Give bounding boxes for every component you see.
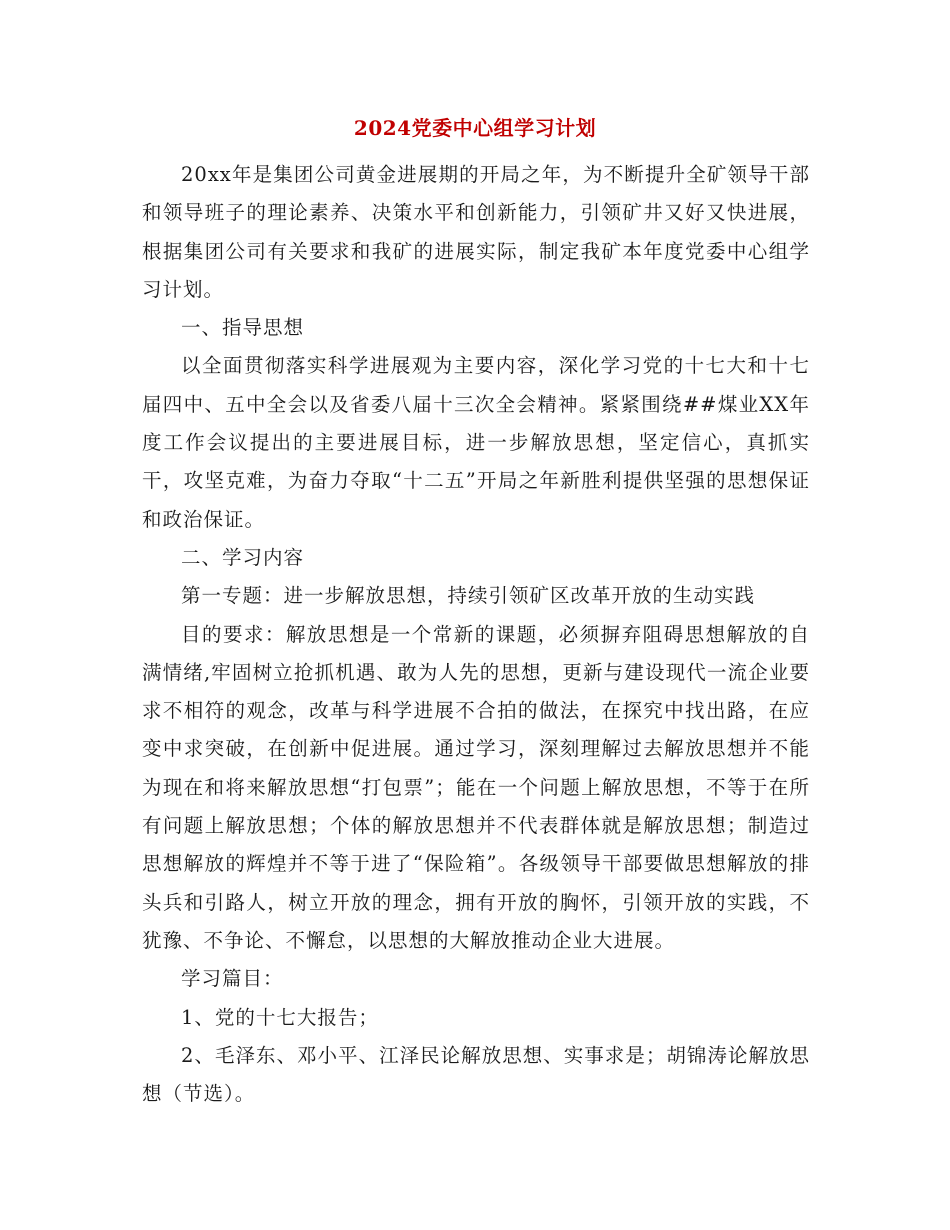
document-body (142, 156, 810, 1113)
paragraph-guiding-thought: 以全面贯彻落实科学进展观为主要内容，深化学习党的十七大和十七届四中、五中全会以及省委八届十三次全会精神。紧紧围绕##煤业XX年度工作会议提出的主要进展目标，进一步解放思想，坚定信心，真抓实干，攻坚克难，为奋力夺取“十二五”开局之年新胜利提供坚强的思想保证和政治保证。 (142, 354, 810, 531)
document-title: 2024党委中心组学习计划 (353, 116, 597, 140)
paragraph-objectives: 目的要求：解放思想是一个常新的课题，必须摒弃阻碍思想解放的自满情绪,牢固树立抢抓机遇、敢为人先的思想，更新与建设现代一流企业要求不相符的观念，改革与科学进展不合拍的做法，在探究中找出路，在应变中求突破，在创新中促进展。通过学习，深刻理解过去解放思想并不能为现在和将来解放思想“打包票”；能在一个问题上解放思想，不等于在所有问题上解放思想；个体的解放思想并不代表群体就是解放思想；制造过思想解放的辉煌并不等于进了“保险箱”。各级领导干部要做思想解放的排头兵和引路人，树立开放的理念，拥有开放的胸怀，引领开放的实践，不犹豫、不争论、不懈怠，以思想的大解放推动企业大进展。 (142, 622, 810, 952)
paragraph-intro: 20xx年是集团公司黄金进展期的开局之年，为不断提升全矿领导干部和领导班子的理论素养、决策水平和创新能力，引领矿井又好又快进展，根据集团公司有关要求和我矿的进展实际，制定我矿本年度党委中心组学习计划。 (142, 163, 810, 301)
section-heading-guiding-thought: 一、指导思想 (181, 316, 305, 340)
topic-heading-first: 第一专题：进一步解放思想，持续引领矿区改革开放的生动实践 (181, 584, 756, 608)
reading-list-item: 1、党的十七大报告； (181, 1005, 379, 1029)
reading-list-item: 2、毛泽东、邓小平、江泽民论解放思想、实事求是；胡锦涛论解放思想（节选）。 (142, 1043, 810, 1106)
section-heading-study-content: 二、学习内容 (181, 545, 305, 569)
reading-list-heading: 学习篇目： (181, 967, 284, 991)
